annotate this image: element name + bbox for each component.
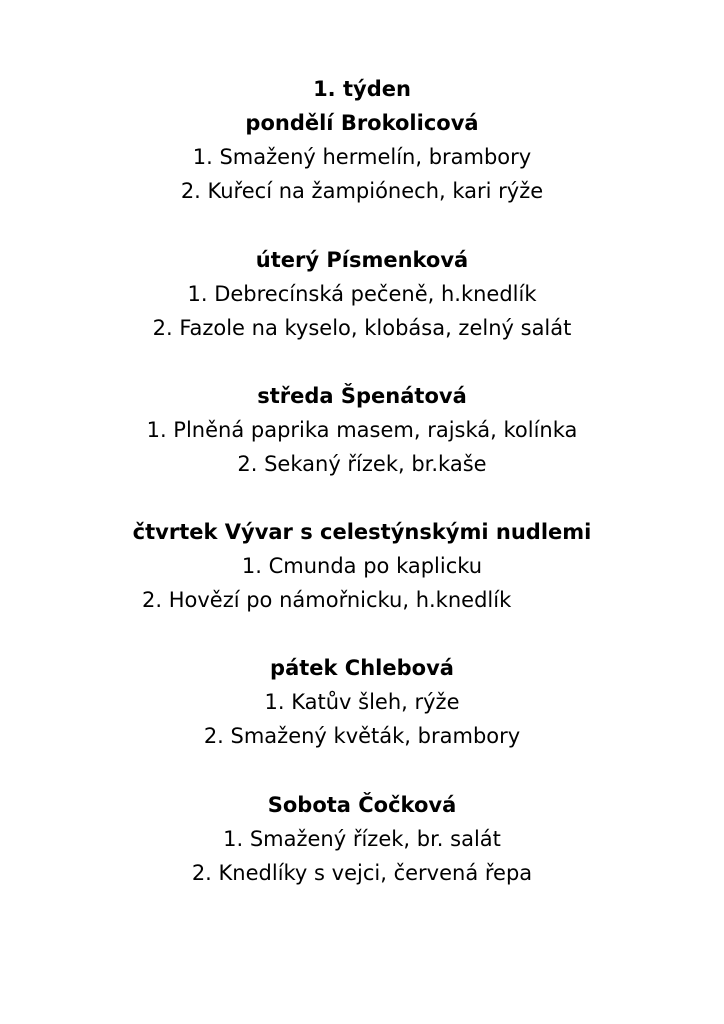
day-heading-wednesday: středa Špenátová — [257, 384, 467, 408]
menu-item: 1. Plněná paprika masem, rajská, kolínka — [146, 418, 578, 442]
menu-item: 1. Cmunda po kaplicku — [241, 554, 483, 578]
day-heading-thursday: čtvrtek Vývar s celestýnskými nudlemi — [132, 520, 592, 544]
menu-item: 2. Fazole na kyselo, klobása, zelný salát — [152, 316, 572, 340]
menu-item: 2. Smažený květák, brambory — [203, 724, 521, 748]
day-heading-saturday: Sobota Čočková — [267, 793, 457, 817]
day-heading-tuesday: úterý Písmenková — [255, 248, 469, 272]
day-heading-friday: pátek Chlebová — [270, 656, 454, 680]
week-title: 1. týden — [313, 77, 411, 101]
menu-item: 2. Knedlíky s vejci, červená řepa — [191, 861, 533, 885]
menu-item: 2. Kuřecí na žampiónech, kari rýže — [180, 179, 544, 203]
menu-item: 1. Katův šleh, rýže — [264, 690, 460, 714]
menu-item: 1. Debrecínská pečeně, h.knedlík — [187, 282, 537, 306]
menu-item: 2. Hovězí po námořnicku, h.knedlík — [142, 588, 512, 612]
day-heading-monday: pondělí Brokolicová — [245, 111, 479, 135]
menu-item: 1. Smažený hermelín, brambory — [192, 145, 532, 169]
menu-item: 2. Sekaný řízek, br.kaše — [237, 452, 487, 476]
menu-item: 1. Smažený řízek, br. salát — [223, 827, 501, 851]
